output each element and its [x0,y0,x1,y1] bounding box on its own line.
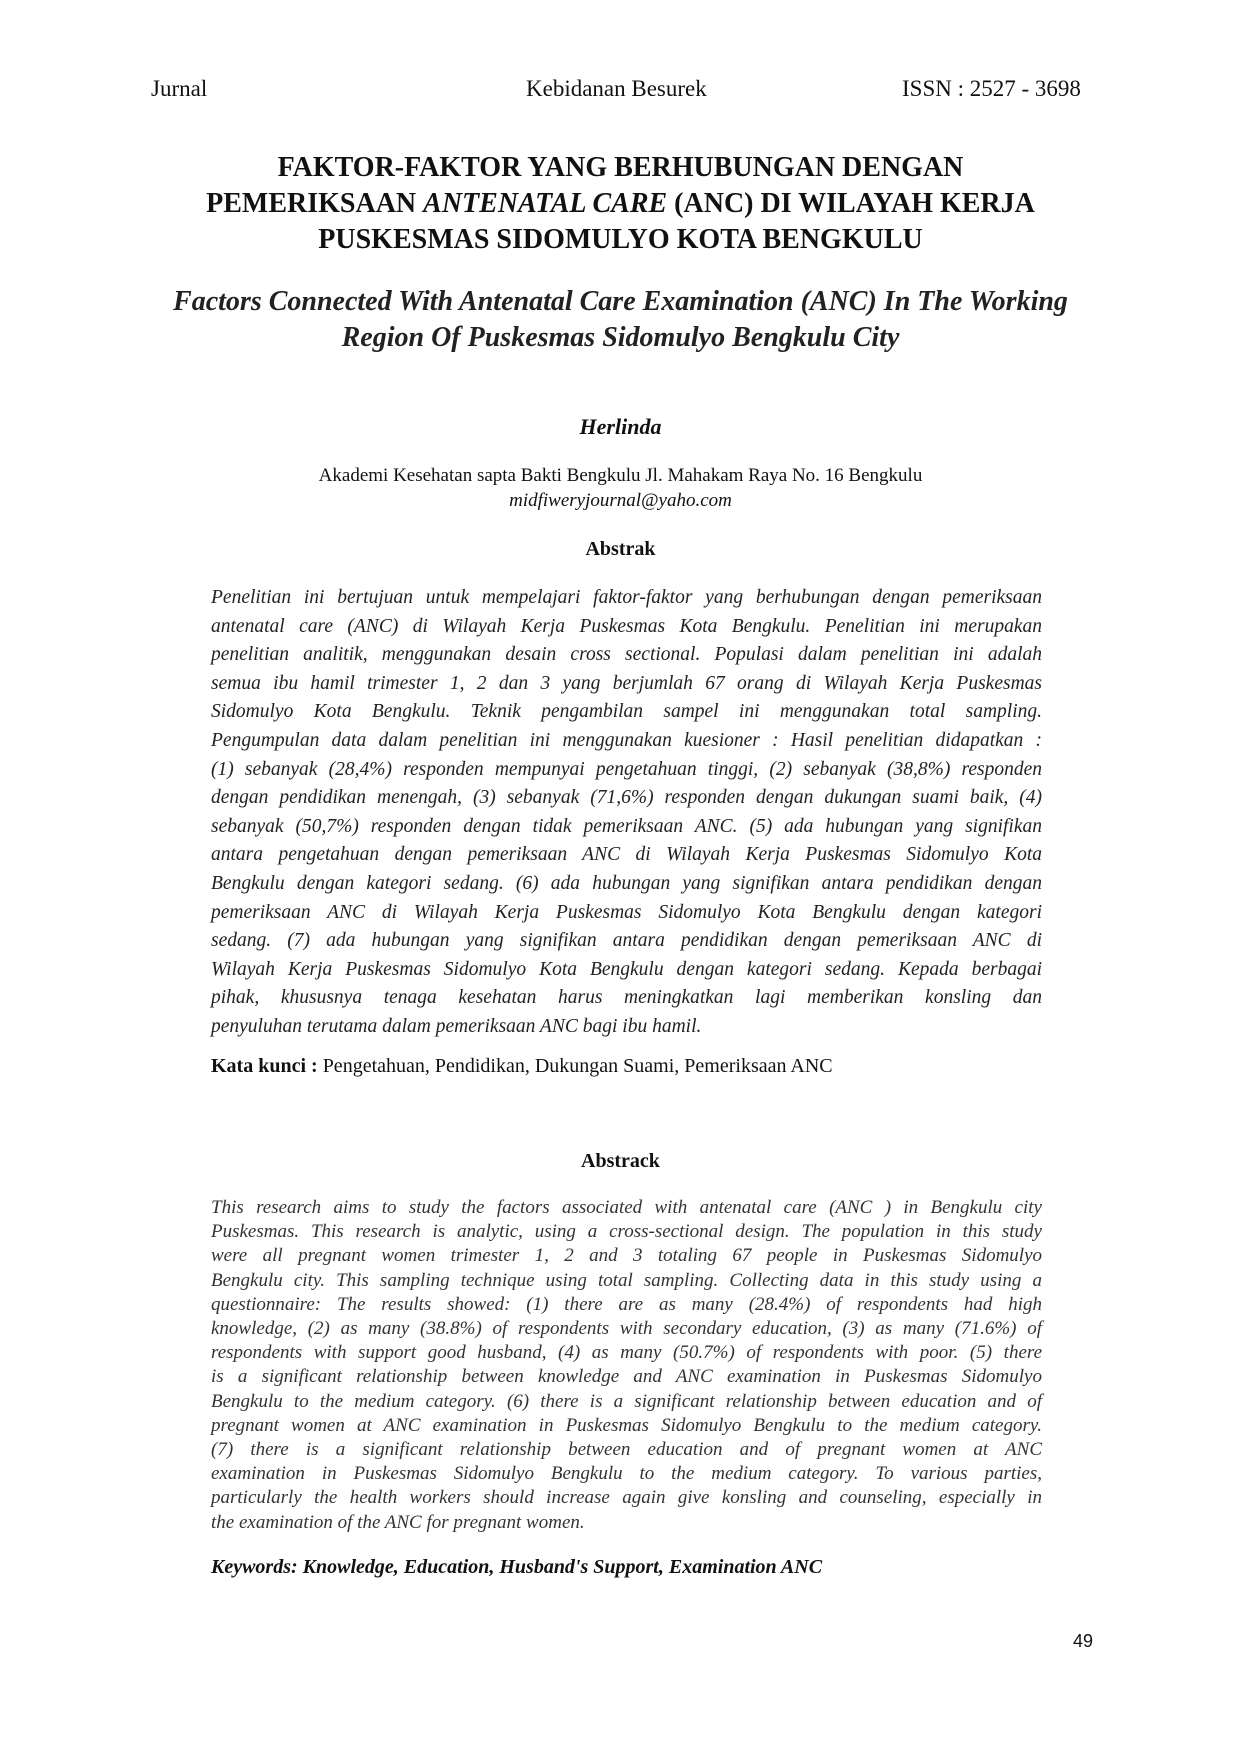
title-line-2 [150,186,1091,222]
abstrak-line: (1) sebanyak (28,4%) responden mempunyai pengetahuan tinggi, (2) sebanyak (38,8%) responden [211,758,1042,780]
abstract-line: questionnaire: The results showed: (1) there are as many (28.4%) of respondents had high [211,1293,1042,1315]
author-email: midfiweryjournal@yaho.com [509,490,732,511]
en-title-line-2: Region Of Puskesmas Sidomulyo Bengkulu City [341,322,900,353]
abstrak-line: sedang. (7) ada hubungan yang signifikan antara pendidikan dengan pemeriksaan ANC di [211,930,1042,952]
title-line-2-italic: ANTENATAL CARE [423,188,668,219]
title-line-2-start: PEMERIKSAAN [206,188,424,219]
page-number: 49 [1073,1631,1094,1651]
abstract-line: knowledge, (2) as many (38.8%) of respondents with secondary education, (3) as many (71.6%) of [211,1318,1042,1340]
abstract-line: Puskesmas. This research is analytic, using a cross-sectional design. The population in this study [211,1221,1042,1243]
abstrak-line: pihak, khususnya tenaga kesehatan harus meningkatkan lagi memberikan konsling dan [211,987,1042,1009]
abstract-line: (7) there is a significant relationship between education and of pregnant women at ANC [211,1439,1042,1461]
journal-name: Kebidanan Besurek [526,76,707,101]
keywords-english: Keywords: Knowledge, Education, Husband's Support, Examination ANC [211,1556,823,1578]
abstract-line: particularly the health workers should increase again give konsling and counseling, especially in [211,1487,1042,1509]
kata-kunci-label: Kata kunci : [211,1055,318,1077]
abstrak-line: semua ibu hamil trimester 1, 2 dan 3 yang berjumlah 67 orang di Wilayah Kerja Puskesmas [211,672,1042,694]
abstract-line: Bengkulu city. This sampling technique using total sampling. Collecting data in this study using a [211,1269,1042,1291]
kata-kunci-values: Pengetahuan, Pendidikan, Dukungan Suami, Pemeriksaan ANC [317,1055,833,1077]
title-line-1: FAKTOR-FAKTOR YANG BERHUBUNGAN DENGAN [277,152,964,183]
abstract-line: examination in Puskesmas Sidomulyo Bengkulu to the medium category. To various parties, [211,1463,1042,1485]
abstract-line: pregnant women at ANC examination in Puskesmas Sidomulyo Bengkulu to the medium category. [211,1414,1042,1436]
abstract-line: Bengkulu to the medium category. (6) there is a significant relationship between education and of [211,1390,1042,1412]
paper-title-indonesian [150,150,1091,258]
abstrak-line: antenatal care (ANC) di Wilayah Kerja Puskesmas Kota Bengkulu. Penelitian ini merupakan [211,615,1042,637]
abstrak-line: Wilayah Kerja Puskesmas Sidomulyo Kota Bengkulu dengan kategori sedang. Kepada berbagai [211,958,1042,980]
abstrak-line: dengan pendidikan menengah, (3) sebanyak (71,6%) responden dengan dukungan suami baik, (4) [211,787,1042,809]
abstrak-body [211,584,1042,1042]
abstract-line: were all pregnant women trimester 1, 2 and 3 totaling 67 people in Puskesmas Sidomulyo [211,1245,1042,1267]
abstrak-line: penyuluhan terutama dalam pemeriksaan ANC bagi ibu hamil. [211,1015,702,1037]
abstrak-line: sebanyak (50,7%) responden dengan tidak pemeriksaan ANC. (5) ada hubungan yang signifikan [211,815,1042,837]
title-line-3: PUSKESMAS SIDOMULYO KOTA BENGKULU [318,224,923,255]
abstrak-line: Sidomulyo Kota Bengkulu. Teknik pengambilan sampel ini menggunakan total sampling. [211,701,1042,723]
abstrak-line: pemeriksaan ANC di Wilayah Kerja Puskesmas Sidomulyo Kota Bengkulu dengan kategori [211,901,1042,923]
paper-title-english [130,284,1111,356]
journal-label: Jurnal [151,76,208,101]
kata-kunci [211,1055,1042,1078]
abstrak-line: penelitian analitik, menggunakan desain cross sectional. Populasi dalam penelitian ini adalah [211,644,1042,666]
abstract-english-body [211,1196,1042,1535]
abstrak-line: Pengumpulan data dalam penelitian ini menggunakan kuesioner : Hasil penelitian didapatkan : [211,729,1042,751]
title-line-2-end: (ANC) DI WILAYAH KERJA [667,188,1035,219]
abstract-english-heading: Abstrack [581,1150,660,1172]
abstrak-line: antara pengetahuan dengan pemeriksaan ANC di Wilayah Kerja Puskesmas Sidomulyo Kota [211,844,1042,866]
abstract-line: respondents with support good husband, (4) as many (50.7%) of respondents with poor. (5) there [211,1342,1042,1364]
author-name: Herlinda [579,414,662,439]
issn-label: ISSN : 2527 - 3698 [902,76,1081,101]
en-title-line-1: Factors Connected With Antenatal Care Examination (ANC) In The Working [173,286,1068,317]
abstrak-heading: Abstrak [585,538,656,560]
author-affiliation: Akademi Kesehatan sapta Bakti Bengkulu Jl. Mahakam Raya No. 16 Bengkulu [318,465,923,486]
abstrak-line: Penelitian ini bertujuan untuk mempelajari faktor-faktor yang berhubungan dengan pemeriksaan [211,587,1042,608]
abstract-line: is a significant relationship between knowledge and ANC examination in Puskesmas Sidomulyo [211,1366,1042,1388]
abstract-line: This research aims to study the factors associated with antenatal care (ANC ) in Bengkulu city [211,1197,1042,1218]
running-header [0,76,1241,110]
abstract-line: the examination of the ANC for pregnant women. [211,1511,585,1533]
abstrak-line: Bengkulu dengan kategori sedang. (6) ada hubungan yang signifikan antara pendidikan dengan [211,872,1042,894]
